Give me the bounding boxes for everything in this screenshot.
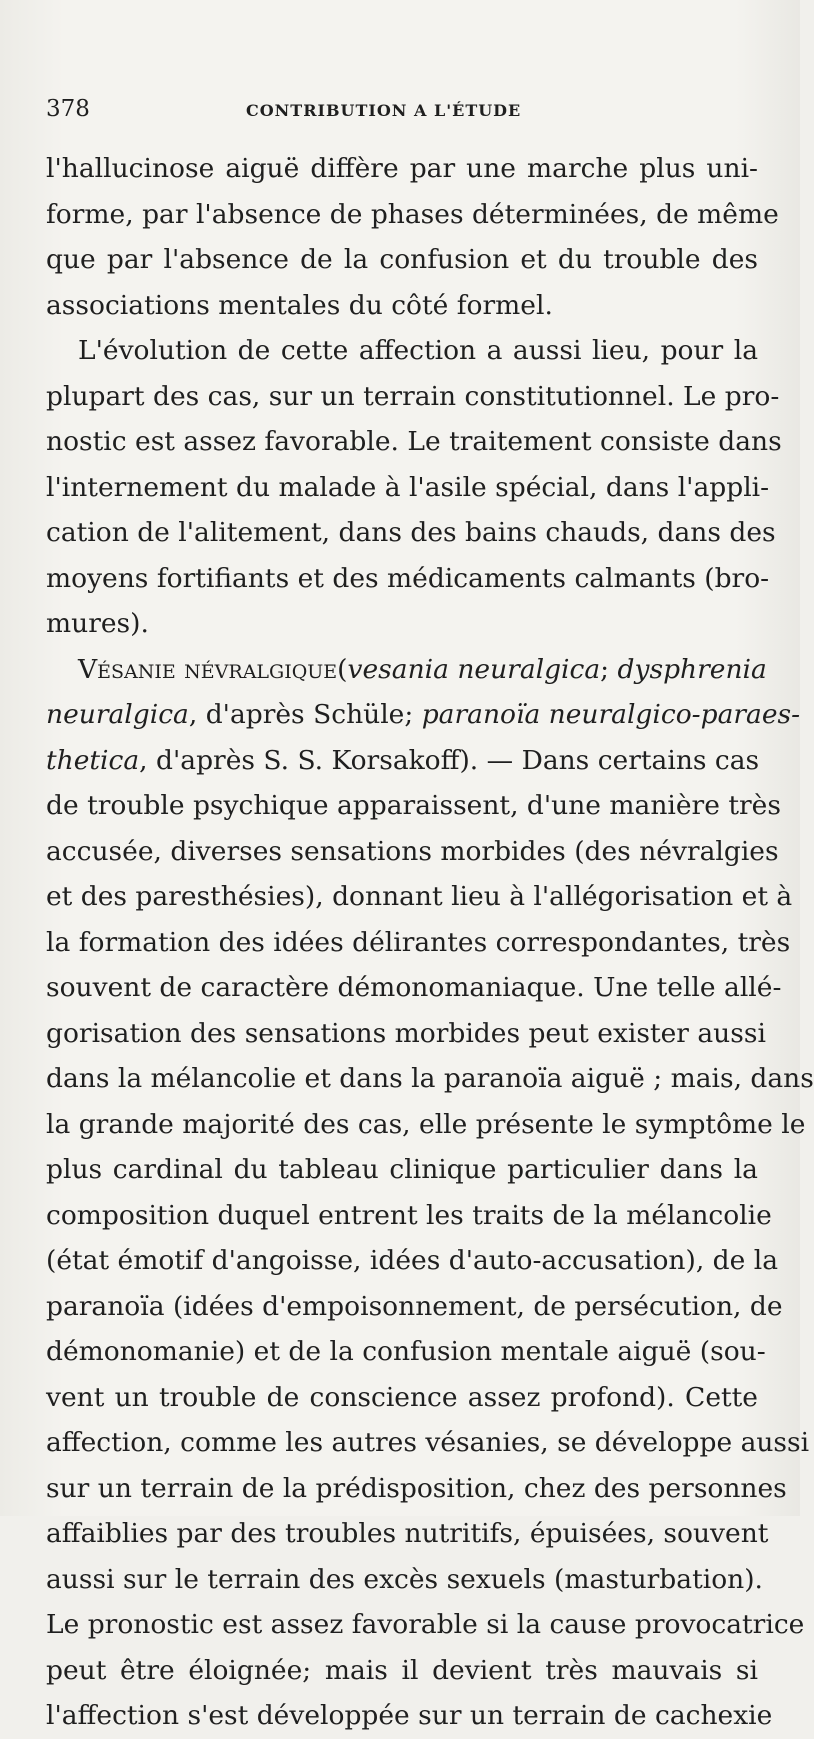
text-line: la grande majorité des cas, elle présente le symptôme le	[46, 1108, 806, 1140]
text-line: moyens fortifiants et des médicaments calmants (bro-	[46, 562, 770, 594]
latin-term: vesania neuralgica	[347, 653, 601, 685]
text-line: souvent de caractère démonomaniaque. Une telle allé-	[46, 972, 782, 1003]
latin-term: thetica	[46, 744, 140, 776]
text-line: l'affection s'est développée sur un terrain de cachexie	[46, 1700, 773, 1731]
text-line: plupart des cas, sur un terrain constitutionnel. Le pro-	[46, 380, 780, 412]
text-line: aussi sur le terrain des excès sexuels (masturbation).	[46, 1563, 763, 1595]
text-fragment: , d'après Schüle;	[188, 699, 422, 730]
text-fragment: , d'après S. S. Korsakoff). — Dans certains cas	[139, 744, 760, 776]
text-line: (état émotif d'angoisse, idées d'auto-accusation), de la	[46, 1245, 779, 1276]
text-line: composition duquel entrent les traits de la mélancolie	[46, 1199, 772, 1231]
text-line: de trouble psychique apparaissent, d'une manière très	[46, 790, 781, 821]
text-line: mures).	[46, 608, 149, 639]
text-line: peut être éloignée; mais il devient très mauvais si	[46, 1654, 758, 1686]
section-heading: Vésanie névralgique	[78, 653, 338, 685]
text-line: Le pronostic est assez favorable si la cause provocatrice	[46, 1609, 805, 1640]
latin-term: dysphrenia	[617, 653, 767, 685]
text-line	[46, 692, 801, 738]
running-title: CONTRIBUTION A L'ÉTUDE	[246, 101, 522, 120]
text-line: démonomanie) et de la confusion mentale aiguë (sou-	[46, 1336, 766, 1367]
text-line	[46, 647, 767, 693]
text-fragment: (	[337, 653, 348, 685]
page-number: 378	[46, 96, 90, 122]
text-line: nostic est assez favorable. Le traitement consiste dans	[46, 426, 782, 457]
text-line: cation de l'alitement, dans des bains chauds, dans des	[46, 517, 776, 548]
text-line: que par l'absence de la confusion et du trouble des	[46, 244, 758, 275]
text-line: et des paresthésies), donnant lieu à l'allégorisation et à	[46, 881, 793, 912]
text-line: vent un trouble de conscience assez profond). Cette	[46, 1381, 758, 1413]
text-line: associations mentales du côté formel.	[46, 289, 553, 321]
latin-term: neuralgica	[46, 699, 189, 730]
text-line: l'internement du malade à l'asile spécial, dans l'appli-	[46, 471, 770, 503]
text-line: l'hallucinose aiguë diffère par une marche plus uni-	[46, 153, 758, 184]
text-fragment: ;	[600, 653, 618, 685]
text-line: accusée, diverses sensations morbides (des névralgies	[46, 835, 779, 867]
text-line: sur un terrain de la prédisposition, chez des personnes	[46, 1472, 787, 1504]
body-text	[46, 146, 814, 1739]
text-line: paranoïa (idées d'empoisonnement, de persécution, de	[46, 1290, 783, 1322]
text-line: forme, par l'absence de phases déterminées, de même	[46, 198, 779, 230]
latin-term: paranoïa neuralgico-paraes-	[421, 699, 801, 730]
text-line: affaiblies par des troubles nutritifs, épuisées, souvent	[46, 1518, 769, 1549]
text-line	[46, 738, 758, 784]
text-line: la formation des idées délirantes correspondantes, très	[46, 926, 791, 958]
running-head	[46, 96, 758, 136]
text-line: L'évolution de cette affection a aussi lieu, pour la	[78, 335, 758, 366]
text-line: plus cardinal du tableau clinique particulier dans la	[46, 1154, 758, 1185]
text-line: dans la mélancolie et dans la paranoïa aiguë ; mais, dans	[46, 1063, 814, 1094]
text-line: affection, comme les autres vésanies, se développe aussi	[46, 1427, 810, 1458]
text-line: gorisation des sensations morbides peut exister aussi	[46, 1017, 766, 1049]
